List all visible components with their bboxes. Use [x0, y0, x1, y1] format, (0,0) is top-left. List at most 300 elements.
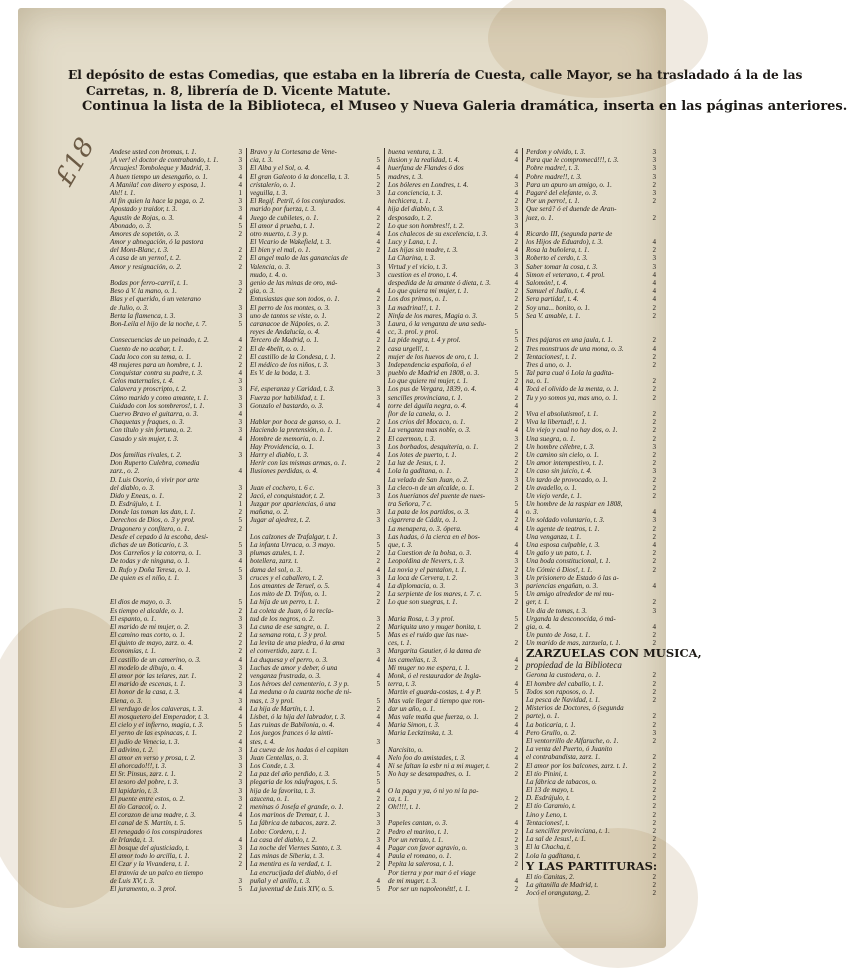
- entry-price: 3: [238, 663, 242, 672]
- catalog-entry: [250, 279, 380, 287]
- header-line-3: Continua la lista de la Biblioteca, el Museo y Nueva Galeria dramática, inserta en las páginas anteriores.: [82, 99, 847, 114]
- entry-price: 4: [238, 434, 242, 443]
- catalog-entry: [250, 173, 380, 181]
- catalog-entry: [250, 246, 380, 254]
- entry-title: Dragonero y confitero, o. 1.: [110, 524, 190, 533]
- catalog-entry: [526, 467, 656, 475]
- entry-price: 2: [514, 295, 518, 304]
- entry-price: 3: [376, 647, 380, 656]
- entry-price: [510, 492, 518, 500]
- entry-price: 2: [514, 860, 518, 869]
- entry-price: 2: [376, 549, 380, 558]
- entry-price: 2: [652, 434, 656, 443]
- entry-title: El tío Caracol, o. 1.: [110, 803, 167, 811]
- catalog-entry: [526, 721, 656, 729]
- entry-price: 4: [376, 467, 380, 476]
- catalog-entry: [388, 476, 518, 484]
- entry-title: Bon-Leila el hijo de la noche, t. 7.: [110, 319, 207, 328]
- entry-title: Laura, ó la venganza de una sedu-: [388, 319, 487, 328]
- entry-title: flor de la canela, o. 1.: [388, 410, 451, 418]
- catalog-entry: [110, 230, 242, 238]
- entry-title: El ventorrillo de Alfaruche, o. 1.: [526, 736, 619, 745]
- catalog-entry: [526, 353, 656, 361]
- spacer: [110, 590, 242, 598]
- entry-title: Un caso sin juicio, t. 4.: [526, 467, 592, 476]
- catalog-entry: [250, 435, 380, 443]
- entry-price: 2: [514, 467, 518, 476]
- catalog-entry: [110, 304, 242, 312]
- catalog-entry: [388, 672, 518, 680]
- entry-title: Tercero de Madrid, o. 1.: [250, 336, 319, 345]
- catalog-entry: [526, 881, 656, 889]
- entry-price: 3: [514, 843, 518, 852]
- entry-title: plegaria de los náufragos, t. 5.: [250, 778, 338, 787]
- catalog-entry: [526, 762, 656, 770]
- catalog-entry: [110, 476, 242, 484]
- entry-price: 2: [376, 827, 380, 836]
- entry-title: D. Luis Osorio, ó vivir por arte: [110, 475, 200, 484]
- catalog-entry: [388, 353, 518, 361]
- entry-price: 2: [376, 336, 380, 345]
- entry-title: Viva la libertad!, t. 1.: [526, 418, 587, 427]
- entry-title: Los chalecos de su excelencia, t. 3.: [388, 229, 488, 238]
- entry-title: pariencias engañan, o. 3.: [526, 581, 599, 590]
- entry-title: De quien es el niño, t. 1.: [110, 573, 180, 582]
- catalog-entry: [250, 574, 380, 582]
- catalog-entry: [388, 312, 518, 320]
- entry-title: El Vicario de Wakefield, t. 3.: [250, 238, 332, 247]
- spacer: [388, 738, 518, 746]
- entry-title: el contrabandista, zarz. 1.: [526, 753, 601, 762]
- entry-price: 3: [376, 811, 380, 820]
- entry-title: Jocó el orangutang, 2.: [526, 889, 591, 898]
- entry-title: huerfana de Flandes ó dos: [388, 164, 464, 173]
- entry-title: El Sr. Pinsus, zarz. t. 1.: [110, 770, 176, 779]
- catalog-entry: [250, 320, 380, 328]
- entry-price: 5: [514, 614, 518, 623]
- catalog-entry: [388, 721, 518, 729]
- entry-price: 2: [376, 794, 380, 803]
- entry-price: [234, 459, 242, 467]
- entry-price: 2: [652, 720, 656, 729]
- entry-price: [234, 869, 242, 877]
- entry-title: Hay Providencia, o. 1.: [250, 442, 314, 451]
- catalog-entry: [526, 369, 656, 377]
- entry-price: 4: [376, 672, 380, 680]
- catalog-entry: [388, 885, 518, 893]
- entry-title: Tocá el olivido de la menta, o. 1.: [526, 385, 619, 394]
- entry-title: Los calzones de Trafalgar, t. 1.: [250, 532, 338, 541]
- entry-title: El juramento, o. 3 prol.: [110, 884, 177, 893]
- catalog-entry: [110, 836, 242, 844]
- catalog-entry: [388, 713, 518, 721]
- catalog-entry: [110, 246, 242, 254]
- entry-price: 5: [238, 221, 242, 230]
- entry-title: Para que le compromecá!!!, t. 3.: [526, 156, 619, 165]
- entry-price: 2: [652, 450, 656, 459]
- entry-title: El tío Caramio, t.: [526, 802, 576, 811]
- catalog-entry: [110, 688, 242, 696]
- entry-title: Tres á uno, o. 1.: [526, 360, 572, 369]
- catalog-entry: [110, 263, 242, 271]
- catalog-entry: [250, 697, 380, 705]
- catalog-entry: [250, 238, 380, 246]
- entry-title: La juventud de Luis XIV, o. 5.: [250, 884, 335, 893]
- entry-price: 2: [238, 852, 242, 861]
- entry-price: 2: [652, 769, 656, 778]
- entry-price: 2: [652, 565, 656, 574]
- entry-title: Donde las toman las dan, t. 1.: [110, 508, 196, 517]
- entry-title: El tesoro del pobre, t. 3.: [110, 778, 179, 787]
- catalog-entry: [388, 631, 518, 639]
- catalog-entry: [526, 696, 656, 704]
- entry-price: 2: [376, 459, 380, 468]
- entry-price: 2: [514, 704, 518, 713]
- entry-title: Hombre de memoria, o. 1.: [250, 434, 325, 443]
- entry-price: 2: [652, 880, 656, 889]
- entry-price: 2: [514, 598, 518, 607]
- entry-title: uno de tantos se viste, o. 1.: [250, 311, 327, 320]
- catalog-entry: [388, 623, 518, 631]
- entry-title: El mosquetero del Emperador, t. 3.: [110, 712, 210, 721]
- catalog-entry: [110, 574, 242, 582]
- catalog-entry: [388, 557, 518, 565]
- catalog-entry: [250, 484, 380, 492]
- entry-price: 4: [514, 524, 518, 533]
- catalog-entry: [388, 426, 518, 434]
- catalog-entry: [526, 753, 656, 761]
- entry-title: Tal para cual ó Lola la gadita-: [526, 369, 614, 378]
- catalog-entry: [526, 156, 656, 164]
- entry-price: 2: [238, 647, 242, 656]
- entry-price: 2: [376, 295, 380, 304]
- entry-price: 4: [376, 328, 380, 337]
- entry-price: 2: [238, 770, 242, 779]
- entry-price: 4: [514, 541, 518, 549]
- entry-title: El puente entre estos, o. 2.: [110, 794, 185, 803]
- entry-title: Un viejo y cual no hay dos, o. 1.: [526, 426, 618, 435]
- entry-title: Sera partida!, t. 4.: [526, 295, 579, 304]
- entry-title: El espanto, o. 1.: [110, 614, 157, 623]
- spacer: [110, 443, 242, 451]
- catalog-entry: [250, 263, 380, 271]
- catalog-entry: [526, 835, 656, 843]
- entry-price: [372, 500, 380, 508]
- entry-price: 4: [238, 712, 242, 721]
- entry-title: El marido de escenas, t. 1.: [110, 680, 186, 689]
- entry-title: Un hombre de la raspiar en 1808,: [526, 500, 623, 509]
- entry-title: Urganda la desconocida, ó má-: [526, 614, 616, 623]
- catalog-entry: [110, 705, 242, 713]
- entry-title: Las minas de Siberia, t. 3.: [250, 852, 325, 861]
- entry-title: Mas vale llegar á tiempo que ron-: [388, 696, 485, 705]
- entry-title: caranacoe de Nápoles, o. 2.: [250, 319, 330, 328]
- entry-price: [648, 704, 656, 712]
- entry-title: Soy una... bonito, o. 1.: [526, 303, 590, 312]
- entry-price: [510, 672, 518, 680]
- entry-title: casa urgell!, t.: [388, 344, 430, 353]
- entry-title: cia, t. 3.: [250, 156, 274, 165]
- catalog-entry: [110, 345, 242, 353]
- catalog-entry: [388, 271, 518, 279]
- catalog-entry: [526, 598, 656, 606]
- catalog-entry: [250, 852, 380, 860]
- entry-title: De todas y de ninguna, o. 1.: [110, 557, 190, 566]
- entry-price: 2: [514, 459, 518, 468]
- entry-price: 2: [376, 352, 380, 361]
- entry-price: 2: [652, 180, 656, 189]
- entry-title: Monk, ó el restaurador de Ingla-: [388, 672, 482, 680]
- entry-price: [648, 500, 656, 508]
- catalog-entry: [388, 484, 518, 492]
- entry-title: Harry el diablo, t. 3.: [250, 450, 309, 459]
- catalog-entry: [526, 271, 656, 279]
- entry-title: El yerno de las espinacas, t. 1.: [110, 729, 197, 738]
- entry-price: [372, 729, 380, 737]
- entry-title: Una esposa culpable, t. 3.: [526, 541, 600, 549]
- entry-price: 4: [238, 369, 242, 378]
- catalog-entry: [388, 688, 518, 696]
- entry-title: Hablar por boca de ganso, o. 1.: [250, 418, 341, 427]
- catalog-entry: [110, 508, 242, 516]
- entry-price: 2: [514, 745, 518, 754]
- catalog-entry: [388, 647, 518, 655]
- catalog-entry: [250, 254, 380, 262]
- entry-title: o. 3.: [526, 508, 539, 517]
- entry-price: 4: [652, 295, 656, 304]
- catalog-entry: [250, 369, 380, 377]
- catalog-entry: [526, 680, 656, 688]
- catalog-entry: [526, 786, 656, 794]
- catalog-entry: [526, 484, 656, 492]
- catalog-entry: [250, 549, 380, 557]
- entry-title: Lola la gaditana, t.: [526, 851, 581, 860]
- catalog-entry: [388, 385, 518, 393]
- entry-title: del Mont-Blanc, t. 3.: [110, 246, 169, 255]
- entry-price: 3: [652, 172, 656, 181]
- entry-title: Juan Centellas, o. 3.: [250, 753, 309, 762]
- entry-title: La pata de los partidos, o. 3.: [388, 508, 470, 517]
- entry-title: El Alba y el Sol, o. 4.: [250, 164, 310, 173]
- handwritten-note: £18: [50, 133, 101, 191]
- entry-title: El adivino, t. 2.: [110, 745, 154, 754]
- catalog-entry: [250, 819, 380, 827]
- entry-price: 4: [652, 279, 656, 287]
- entry-price: 3: [238, 573, 242, 582]
- entry-title: Economías, t. 1.: [110, 647, 156, 656]
- entry-title: El perro de los montes, o. 3.: [250, 303, 330, 312]
- entry-title: de Irlanda, t. 3.: [110, 835, 155, 844]
- catalog-column-1: [110, 148, 242, 893]
- entry-price: [372, 607, 380, 615]
- entry-title: Los hueríanos del puente de nues-: [388, 491, 486, 500]
- entry-price: 3: [238, 450, 242, 459]
- entry-price: 4: [238, 213, 242, 222]
- entry-price: 2: [652, 810, 656, 819]
- catalog-entry: [250, 197, 380, 205]
- entry-price: 4: [238, 688, 242, 697]
- entry-price: 5: [376, 696, 380, 705]
- catalog-entry: [388, 541, 518, 549]
- entry-title: Casado y sin mujer, t. 3.: [110, 434, 179, 443]
- entry-price: 4: [514, 753, 518, 762]
- entry-price: 4: [652, 344, 656, 353]
- entry-title: La semana rota, t. 3 y prol.: [250, 631, 327, 640]
- catalog-entry: [110, 222, 242, 230]
- catalog-entry: [388, 336, 518, 344]
- entry-title: Lola la gaditana, o. 1.: [388, 467, 452, 476]
- entry-title: tra Señora, 7 c.: [388, 500, 432, 509]
- entry-price: 3: [238, 483, 242, 492]
- entry-price: 2: [238, 344, 242, 353]
- entry-price: 2: [238, 254, 242, 263]
- entry-price: 2: [376, 557, 380, 566]
- catalog-entry: [250, 189, 380, 197]
- entry-price: 3: [238, 549, 242, 558]
- entry-title: Fuerza por habilidad, t. 1.: [250, 393, 326, 402]
- entry-title: Sea V. amable, t. 1.: [526, 311, 581, 320]
- entry-title: La novia y el pantalon, t. 1.: [388, 565, 467, 574]
- entry-title: La hija de Martín, t. 1.: [250, 704, 315, 713]
- entry-title: sencilles provinciana, t. 1.: [388, 393, 463, 402]
- entry-title: de mi muger, t. 3.: [388, 876, 438, 885]
- entry-title: Chaquetas y fraques, o. 3.: [110, 418, 185, 427]
- catalog-entry: [250, 664, 380, 672]
- entry-price: 4: [376, 753, 380, 762]
- entry-title: Un viejo verde, t. 1.: [526, 491, 582, 500]
- spacer: [110, 328, 242, 336]
- entry-title: Dido y Eneas, o. 1.: [110, 491, 165, 500]
- catalog-entry: [526, 778, 656, 786]
- entry-price: 2: [652, 889, 656, 898]
- catalog-entry: [388, 705, 518, 713]
- entry-title: Las hijas sin madre, t. 3.: [388, 246, 458, 255]
- entry-title: mudo, t. 4. o.: [250, 270, 288, 279]
- catalog-entry: [388, 181, 518, 189]
- entry-title: Andese usted con bromas, t. 1.: [110, 148, 197, 156]
- entry-price: 2: [652, 197, 656, 206]
- entry-title: El renegado ó los conspiradores: [110, 827, 203, 836]
- entry-title: Una boda constitucional, t. 1.: [526, 557, 611, 566]
- entry-price: 5: [376, 172, 380, 181]
- entry-title: Cuidado con los sombreros!, t. 1.: [110, 401, 205, 410]
- catalog-entry: [526, 254, 656, 262]
- catalog-entry: [110, 778, 242, 786]
- catalog-entry: [526, 418, 656, 426]
- entry-price: [234, 238, 242, 246]
- entry-title: reyes de Andalucía, o. 4.: [250, 328, 320, 337]
- entry-title: La coleta de Juan, ó la recla-: [250, 606, 334, 615]
- entry-title: La sencillez provinciana, t. 1.: [526, 827, 610, 835]
- entry-price: 5: [376, 884, 380, 893]
- entry-price: 3: [514, 221, 518, 230]
- entry-title: Un soldado voluntario, t. 3.: [526, 516, 605, 525]
- catalog-entry: [526, 189, 656, 197]
- entry-price: 3: [514, 475, 518, 484]
- catalog-entry: [526, 304, 656, 312]
- catalog-entry: [526, 704, 656, 712]
- entry-price: 2: [376, 803, 380, 811]
- entry-price: 3: [376, 385, 380, 394]
- catalog-entry: [526, 590, 656, 598]
- catalog-entry: [388, 246, 518, 254]
- entry-price: 3: [514, 434, 518, 443]
- entry-price: 2: [238, 287, 242, 296]
- entry-title: Juego de cubiletes, o. 1.: [250, 213, 319, 222]
- entry-price: 3: [514, 262, 518, 271]
- entry-title: Por tierra y por mar ó el viage: [388, 868, 476, 877]
- entry-price: [648, 369, 656, 377]
- entry-title: Papeles cantan, o. 3.: [388, 819, 448, 828]
- entry-title: Bravo y la Cortesana de Vene-: [250, 148, 337, 156]
- entry-title: Con título y sin fortuna, o. 2.: [110, 426, 193, 435]
- catalog-entry: [250, 623, 380, 631]
- catalog-entry: [526, 549, 656, 557]
- catalog-entry: [388, 819, 518, 827]
- entry-title: Agustín de Rojas, o. 3.: [110, 213, 175, 222]
- catalog-entry: [250, 443, 380, 451]
- entry-title: Juzgar por apariencias, ó una: [250, 500, 336, 509]
- catalog-entry: [110, 238, 242, 246]
- spacer: [526, 320, 656, 328]
- entry-price: [510, 533, 518, 541]
- catalog-entry: [388, 345, 518, 353]
- entry-price: 3: [238, 164, 242, 173]
- entry-price: 2: [514, 410, 518, 418]
- catalog-entry: [250, 230, 380, 238]
- entry-price: 5: [376, 680, 380, 689]
- catalog-entry: [388, 328, 518, 336]
- catalog-entry: [250, 271, 380, 279]
- entry-title: La infanta Urraca, o. 3 mayo.: [250, 541, 336, 549]
- entry-title: Juan el cochero, t. 6 c.: [250, 483, 315, 492]
- entry-title: Un punto de Josa, t. 1.: [526, 631, 591, 640]
- entry-title: Es tiempo el alcalde, o. 1.: [110, 606, 184, 615]
- entry-title: El cielo y el infierno, magia, t. 3.: [110, 721, 204, 730]
- catalog-entry: [526, 476, 656, 484]
- entry-title: Los juegos frances ó la ainti-: [250, 729, 333, 738]
- entry-price: 2: [376, 213, 380, 222]
- entry-price: 2: [514, 418, 518, 427]
- entry-title: Los héroes del cementerio, t. 3 y p.: [250, 680, 350, 689]
- spacer: [250, 377, 380, 385]
- catalog-entry: [110, 566, 242, 574]
- entry-price: 4: [238, 557, 242, 566]
- catalog-entry: [526, 410, 656, 418]
- catalog-entry: [250, 353, 380, 361]
- entry-price: 2: [652, 360, 656, 369]
- catalog-entry: [526, 889, 656, 897]
- entry-price: 4: [238, 410, 242, 418]
- entry-price: 3: [376, 614, 380, 623]
- catalog-entry: [110, 803, 242, 811]
- entry-price: 2: [514, 827, 518, 836]
- entry-price: 2: [652, 687, 656, 696]
- entry-price: 2: [652, 679, 656, 688]
- catalog-entry: [250, 860, 380, 868]
- entry-title: azucena, o. 1.: [250, 794, 290, 803]
- entry-price: 2: [376, 221, 380, 230]
- catalog-entry: [250, 713, 380, 721]
- catalog-entry: [388, 754, 518, 762]
- catalog-entry: [250, 615, 380, 623]
- entry-price: 4: [514, 721, 518, 730]
- catalog-entry: [250, 607, 380, 615]
- entry-price: 3: [238, 393, 242, 402]
- catalog-entry: [526, 557, 656, 565]
- entry-title: El de 4belit, o. o. 1.: [250, 344, 306, 353]
- entry-price: 2: [238, 606, 242, 615]
